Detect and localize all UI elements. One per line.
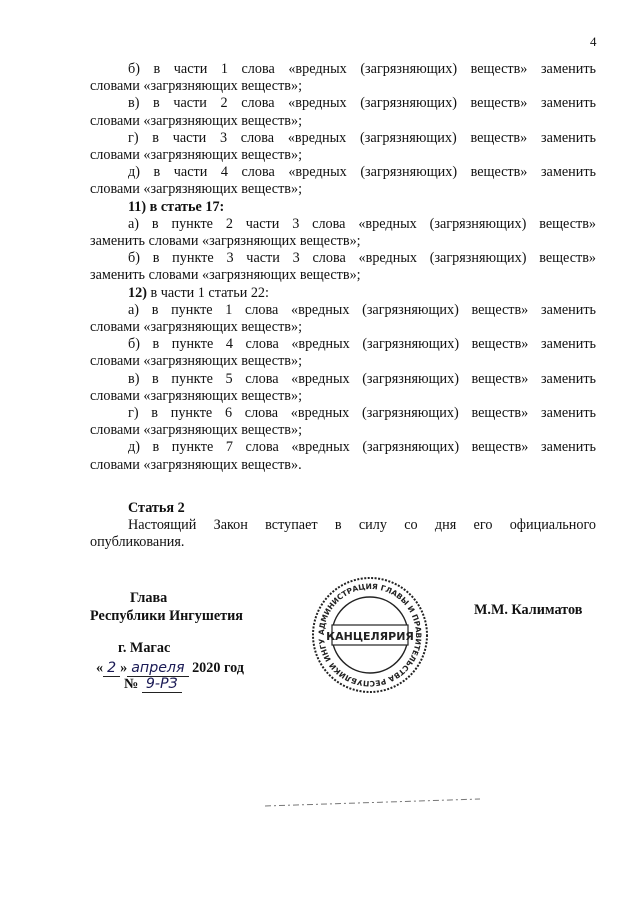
paragraph-line: д) в части 4 слова «вредных (загрязняющих) веществ» заменить: [128, 164, 596, 181]
paragraph-continuation: словами «загрязняющих веществ»;: [90, 387, 303, 404]
article-2-continuation: опубликования.: [90, 534, 185, 551]
amendment-paragraph: [90, 371, 596, 405]
dashed-line-graphic: [265, 798, 485, 808]
amendment-paragraph: [90, 336, 596, 370]
amendment-paragraph: [90, 216, 596, 250]
date-day: 2: [103, 660, 120, 677]
paragraph-line: г) в пункте 6 слова «вредных (загрязняющих) веществ» заменить: [128, 405, 596, 422]
amendment-paragraph: [90, 439, 596, 473]
article-2-text: Настоящий Закон вступает в силу со дня его официального: [128, 517, 596, 534]
office-stamp: [310, 575, 430, 700]
document-body: [90, 61, 596, 474]
paragraph-continuation: словами «загрязняющих веществ»;: [90, 422, 303, 439]
paragraph-continuation: словами «загрязняющих веществ»;: [90, 319, 303, 336]
date-month: апреля: [127, 660, 188, 677]
paragraph-continuation: словами «загрязняющих веществ»;: [90, 147, 303, 164]
amendment-paragraph: [90, 95, 596, 129]
paragraph-line: б) в пункте 4 слова «вредных (загрязняющих) веществ» заменить: [128, 336, 596, 353]
paragraph-line: д) в пункте 7 слова «вредных (загрязняющих) веществ» заменить: [128, 439, 596, 456]
paragraph-continuation: словами «загрязняющих веществ»;: [90, 353, 303, 370]
paragraph-line: а) в пункте 1 слова «вредных (загрязняющих) веществ» заменить: [128, 301, 596, 318]
amendment-paragraph: [90, 130, 596, 164]
paragraph-line: б) в пункте 3 части 3 слова «вредных (загрязняющих) веществ»: [128, 250, 596, 267]
amendment-paragraph: [90, 250, 596, 284]
law-number-value: 9-РЗ: [142, 676, 182, 693]
signatory-name: М.М. Калиматов: [474, 602, 583, 618]
signatory-title-line2: Республики Ингушетия: [90, 608, 243, 624]
amendment-paragraph: [90, 61, 596, 95]
article-2-title: Статья 2: [128, 500, 185, 516]
signing-place: г. Магас: [118, 640, 171, 656]
amendment-paragraph: [90, 302, 596, 336]
section-12-heading: 12) в части 1 статьи 22:: [128, 284, 269, 301]
paragraph-line: г) в части 3 слова «вредных (загрязняющих) веществ» заменить: [128, 129, 596, 146]
section-11-heading: 11) в статье 17:: [128, 198, 225, 215]
signatory-title: [90, 589, 243, 625]
amendment-paragraph: [90, 405, 596, 439]
signing-date: « 2 » апреля 2020 год: [96, 660, 244, 676]
paragraph-continuation: словами «загрязняющих веществ»;: [90, 181, 303, 198]
stamp-seal: [310, 575, 430, 695]
paragraph-line: в) в части 2 слова «вредных (загрязняющих) веществ» заменить: [128, 95, 596, 112]
paragraph-continuation: заменить словами «загрязняющих веществ»;: [90, 267, 361, 284]
paragraph-continuation: словами «загрязняющих веществ»;: [90, 112, 303, 129]
signatory-title-line1: Глава: [130, 590, 168, 606]
law-number: № 9-РЗ: [124, 676, 182, 693]
bottom-dashed-line: [265, 795, 485, 813]
paragraph-line: б) в части 1 слова «вредных (загрязняющих) веществ» заменить: [128, 61, 596, 77]
paragraph-continuation: заменить словами «загрязняющих веществ»;: [90, 233, 361, 250]
article-2: [90, 500, 596, 552]
stamp-center-text: КАНЦЕЛЯРИЯ: [326, 630, 414, 643]
paragraph-line: а) в пункте 2 части 3 слова «вредных (загрязняющих) веществ»: [128, 215, 596, 232]
paragraph-line: в) в пункте 5 слова «вредных (загрязняющих) веществ» заменить: [128, 370, 596, 387]
amendment-paragraph: [90, 164, 596, 198]
paragraph-continuation: словами «загрязняющих веществ»;: [90, 78, 303, 95]
stamp-ring-text: АДМИНИСТРАЦИЯ ГЛАВЫ И ПРАВИТЕЛЬСТВА РЕСПУБЛИКИ ИНГУ: [316, 581, 424, 689]
page-number: 4: [590, 34, 597, 49]
paragraph-continuation: словами «загрязняющих веществ».: [90, 456, 302, 473]
